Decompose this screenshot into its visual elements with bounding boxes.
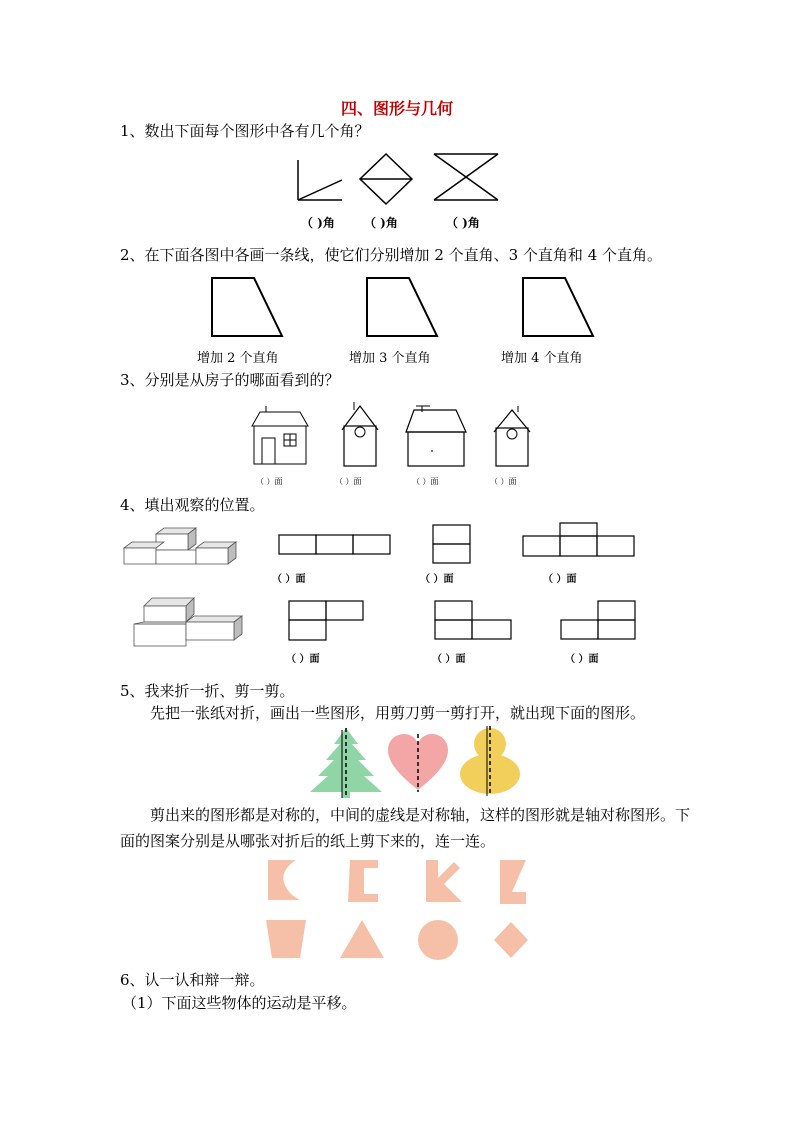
question-5-text: 5、我来折一折、剪一剪。: [120, 682, 295, 700]
question-4-text: 4、填出观察的位置。: [120, 496, 265, 514]
view-row-three: [278, 534, 392, 556]
q3-answer-1[interactable]: （ ）面: [256, 477, 283, 486]
q1-figure-angle: [296, 158, 346, 203]
folded-paper-2[interactable]: [346, 858, 382, 904]
q2-label-1: 增加 2 个直角: [197, 351, 279, 366]
q3-answer-4[interactable]: （ ）面: [490, 477, 517, 486]
cutout-heart: [386, 732, 450, 794]
house-side-view-1: [338, 400, 382, 468]
folded-paper-1[interactable]: [266, 858, 306, 902]
question-2-text: 2、在下面各图中各画一条线，使它们分别增加 2 个直角、3 个直角和 4 个直角。: [120, 246, 663, 264]
house-side-view-2: [490, 404, 534, 468]
q1-figure-rhombus: [358, 152, 414, 206]
question-6-text: 6、认一认和辩一辩。: [120, 971, 265, 989]
view-l-shape-2: [434, 600, 514, 642]
q3-answer-2[interactable]: （ ）面: [335, 477, 362, 486]
q2-label-2: 增加 3 个直角: [349, 351, 431, 366]
question-3-text: 3、分别是从房子的哪面看到的？: [120, 371, 340, 389]
q1-figure-hourglass: [432, 152, 502, 204]
house-back-view: [404, 402, 468, 468]
folded-paper-4[interactable]: [498, 858, 530, 906]
cube-arrangement-2: [130, 596, 248, 650]
q4-answer-4[interactable]: （ ）面: [286, 654, 320, 665]
q2-trapezoid-1: [210, 276, 284, 338]
q2-label-3: 增加 4 个直角: [501, 351, 583, 366]
q5-paragraph-2: 剪出来的图形都是对称的，中间的虚线是对称轴，这样的图形就是轴对称图形。下面的图案分别是从哪张对折后的纸上剪下来的，连一连。: [120, 806, 691, 850]
q1-answer-2[interactable]: （ )角: [364, 216, 398, 230]
question-6-sub-1: （1）下面这些物体的运动是平移。: [122, 994, 357, 1012]
question-1-text: 1、数出下面每个图形中各有几个角？: [120, 122, 370, 140]
cube-arrangement-1: [120, 526, 238, 568]
cutout-gourd: [458, 726, 522, 796]
q1-answer-3[interactable]: （ )角: [446, 216, 480, 230]
folded-paper-3[interactable]: [424, 858, 464, 904]
q3-answer-3[interactable]: （ ）面: [412, 477, 439, 486]
q2-trapezoid-3: [521, 276, 595, 338]
page-title: 四、图形与几何: [340, 99, 453, 118]
q4-answer-6[interactable]: （ ）面: [565, 654, 599, 665]
house-front-view: [250, 404, 310, 466]
q1-answer-1[interactable]: （ )角: [301, 216, 335, 230]
shape-circle[interactable]: [416, 918, 460, 962]
view-row-with-top: [522, 522, 636, 558]
view-l-shape-1: [288, 600, 366, 642]
shape-triangle[interactable]: [338, 918, 386, 960]
q4-answer-2[interactable]: （ ）面: [420, 574, 454, 585]
q4-answer-3[interactable]: （ ）面: [543, 574, 577, 585]
shape-diamond[interactable]: [492, 920, 530, 960]
view-l-shape-3: [560, 600, 638, 642]
q2-trapezoid-2: [365, 276, 439, 338]
q4-answer-1[interactable]: （ ）面: [272, 574, 306, 585]
view-stack-two: [432, 524, 472, 564]
q4-answer-5[interactable]: （ ）面: [432, 654, 466, 665]
cutout-tree: [308, 726, 384, 800]
q5-paragraph-1: 先把一张纸对折，画出一些图形，用剪刀剪一剪打开，就出现下面的图形。: [150, 704, 646, 722]
shape-trapezoid[interactable]: [264, 918, 308, 960]
